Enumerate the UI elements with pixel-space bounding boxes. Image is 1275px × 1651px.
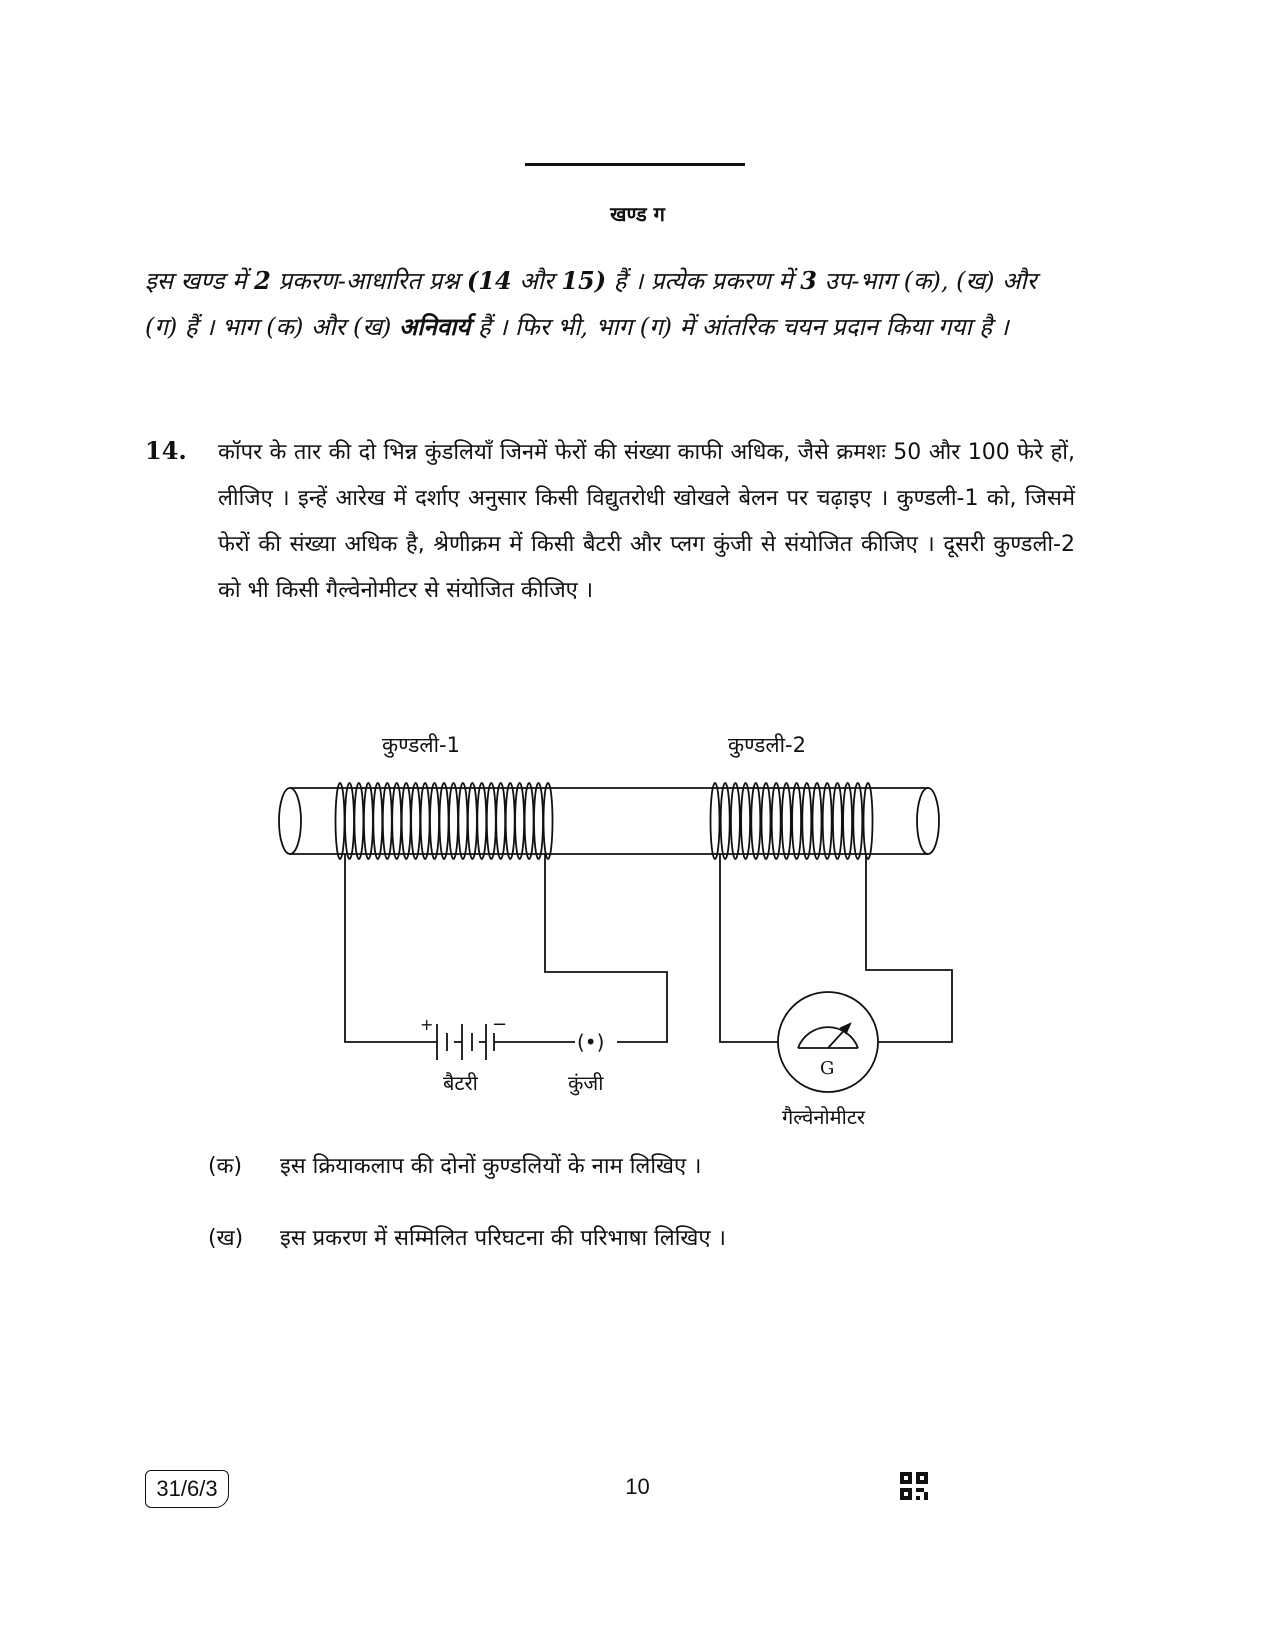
coil2-label: कुण्डली-2 xyxy=(728,733,806,757)
part-b-label: (ख) xyxy=(208,1226,244,1251)
part-b-text: इस प्रकरण में सम्मिलित परिघटना की परिभाषा लिखिए । xyxy=(280,1226,726,1251)
coil-turn xyxy=(373,783,382,859)
coil-turn xyxy=(525,783,534,859)
coil-turn xyxy=(772,783,781,859)
part-b xyxy=(208,1222,908,1252)
paper-code: 31/6/3 xyxy=(145,1470,229,1508)
battery-plus: + xyxy=(420,1015,434,1034)
coil-turn xyxy=(833,783,842,859)
coil-turn xyxy=(411,783,420,859)
battery-minus: − xyxy=(492,1014,508,1035)
coil-turn xyxy=(782,783,791,859)
section-title: खण्ड ग xyxy=(610,202,665,226)
circuit-diagram xyxy=(0,730,1275,1160)
part-a-label: (क) xyxy=(208,1154,243,1179)
coil-turn xyxy=(345,783,354,859)
coil-turn xyxy=(430,783,439,859)
coil-turn xyxy=(823,783,832,859)
coil-turn xyxy=(477,783,486,859)
coil-turn xyxy=(354,783,363,859)
coil-turn xyxy=(515,783,524,859)
section-instructions: इस खण्ड में 2 प्रकरण-आधारित प्रश्न (14 और 15) हैं । प्रत्येक प्रकरण में 3 उप-भाग (क), (ख) और (ग) हैं । भाग (क) और (ख) अनिवार्य हैं । फिर भी, भाग (ग) में आंतरिक चयन प्रदान किया गया है । xyxy=(145,266,1037,341)
coil-turn xyxy=(721,783,730,859)
coil-turn xyxy=(383,783,392,859)
galvanometer-label: गैल्वेनोमीटर xyxy=(782,1105,866,1129)
question-number: 14. xyxy=(145,436,187,465)
coil-turn xyxy=(751,783,760,859)
coil-turn xyxy=(487,783,496,859)
section-top-rule xyxy=(525,163,745,166)
coil1-label: कुण्डली-1 xyxy=(382,733,460,757)
page-number: 10 xyxy=(625,1474,650,1499)
coil-turn xyxy=(762,783,771,859)
coil-turn xyxy=(496,783,505,859)
galvanometer-g: G xyxy=(820,1058,835,1079)
coil-turn xyxy=(440,783,449,859)
coil-turn xyxy=(458,783,467,859)
coil-turn xyxy=(421,783,430,859)
coil2-circuit-wire xyxy=(720,854,952,1042)
coil-turn xyxy=(468,783,477,859)
coil-turn xyxy=(853,783,862,859)
coil-turn xyxy=(449,783,458,859)
coil-turn xyxy=(402,783,411,859)
coil-turn xyxy=(336,783,345,859)
coil-turn xyxy=(711,783,720,859)
coil-turn xyxy=(813,783,822,859)
key-label: कुंजी xyxy=(568,1071,604,1095)
coil-1 xyxy=(336,783,553,859)
qr-code-icon xyxy=(900,1472,928,1500)
key-symbol: (•) xyxy=(577,1030,605,1054)
question-text: कॉपर के तार की दो भिन्न कुंडलियाँ जिनमें फेरों की संख्या काफी अधिक, जैसे क्रमशः 50 और 100 फेरे हों, लीजिए । इन्हें आरेख में दर्शाए अनुसार किसी विद्युतरोधी खोखले बेलन पर चढ़ाइए । कुण्डली-1 को, जिसमें फेरों की संख्या अधिक है, श्रेणीक्रम में किसी बैटरी और प्लग कुंजी से संयोजित कीजिए । दूसरी कुण्डली-2 को भी किसी गैल्वेनोमीटर से संयोजित कीजिए । xyxy=(218,440,1075,603)
coil-turn xyxy=(741,783,750,859)
coil-turn xyxy=(864,783,873,859)
coil-turn xyxy=(792,783,801,859)
coil-turn xyxy=(802,783,811,859)
coil-turn xyxy=(364,783,373,859)
part-a-text: इस क्रियाकलाप की दोनों कुण्डलियों के नाम लिखिए । xyxy=(280,1154,702,1179)
cylinder-right-end xyxy=(917,788,939,854)
cylinder-left-end xyxy=(279,788,301,854)
coil-2 xyxy=(711,783,873,859)
coil-turn xyxy=(534,783,543,859)
coil-turn xyxy=(843,783,852,859)
coil-turn xyxy=(544,783,553,859)
battery-symbol xyxy=(437,1024,494,1060)
coil-turn xyxy=(392,783,401,859)
coil-turn xyxy=(506,783,515,859)
battery-label: बैटरी xyxy=(443,1071,478,1095)
part-a xyxy=(208,1150,908,1180)
coil-turn xyxy=(731,783,740,859)
